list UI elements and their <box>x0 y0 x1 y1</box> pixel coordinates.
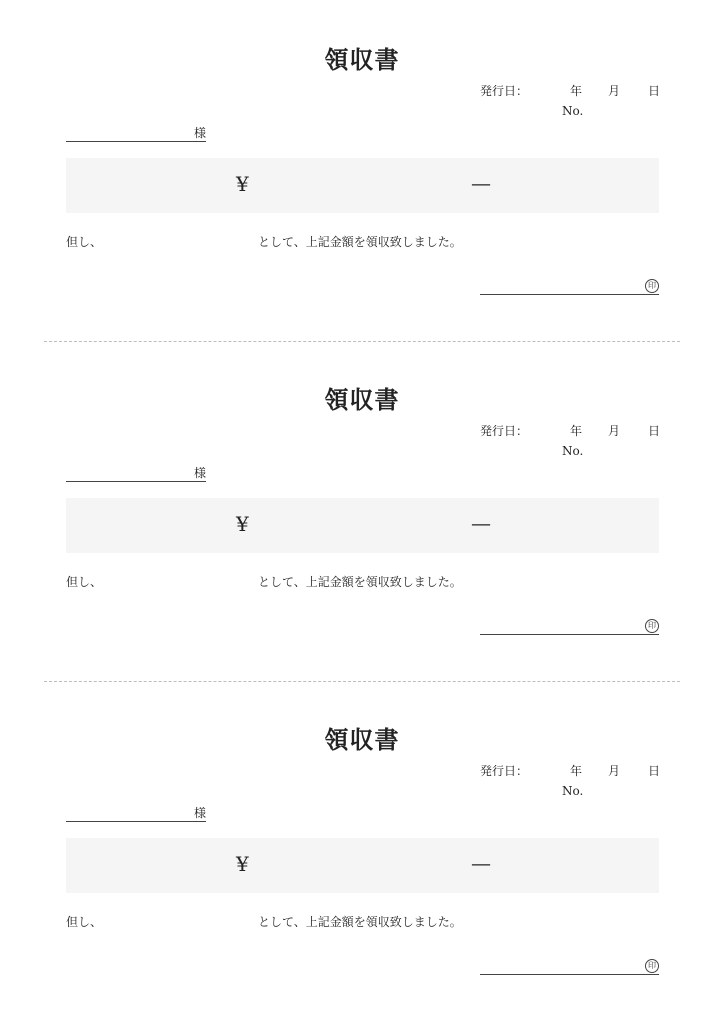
yen-symbol: ¥ <box>236 172 249 196</box>
purpose-prefix: 但し、 <box>66 575 103 589</box>
signature-line[interactable] <box>480 278 659 295</box>
purpose-statement: として、上記金額を領収致しました。 <box>258 915 462 929</box>
signature-line[interactable] <box>480 958 659 975</box>
receipt-number-label: No. <box>562 444 584 458</box>
receipt-number-label: No. <box>562 784 584 798</box>
purpose-statement: として、上記金額を領収致しました。 <box>258 575 462 589</box>
amount-box[interactable] <box>66 158 659 213</box>
amount-box[interactable] <box>66 498 659 553</box>
amount-box[interactable] <box>66 838 659 893</box>
issue-date-label: 発行日： <box>480 84 529 98</box>
addressee-field[interactable] <box>66 464 206 482</box>
month-label: 月 <box>608 764 621 778</box>
addressee-field[interactable] <box>66 124 206 142</box>
purpose-prefix: 但し、 <box>66 915 103 929</box>
amount-suffix-dash: — <box>471 171 491 195</box>
receipt-title: 領収書 <box>324 45 400 74</box>
issue-date-label: 発行日： <box>480 424 529 438</box>
purpose-statement: として、上記金額を領収致しました。 <box>258 235 462 249</box>
day-label: 日 <box>648 84 661 98</box>
purpose-prefix: 但し、 <box>66 235 103 249</box>
signature-line[interactable] <box>480 618 659 635</box>
seal-stamp-icon: 印 <box>645 619 659 633</box>
receipt-3 <box>0 680 724 1020</box>
year-label: 年 <box>570 84 583 98</box>
receipt-1 <box>0 0 724 340</box>
addressee-field[interactable] <box>66 804 206 822</box>
receipt-title: 領収書 <box>324 725 400 754</box>
receipt-2 <box>0 340 724 680</box>
yen-symbol: ¥ <box>236 512 249 536</box>
yen-symbol: ¥ <box>236 852 249 876</box>
issue-date-label: 発行日： <box>480 764 529 778</box>
day-label: 日 <box>648 424 661 438</box>
year-label: 年 <box>570 424 583 438</box>
seal-stamp-icon: 印 <box>645 959 659 973</box>
day-label: 日 <box>648 764 661 778</box>
month-label: 月 <box>608 84 621 98</box>
amount-suffix-dash: — <box>471 851 491 875</box>
receipt-title: 領収書 <box>324 385 400 414</box>
amount-suffix-dash: — <box>471 511 491 535</box>
year-label: 年 <box>570 764 583 778</box>
month-label: 月 <box>608 424 621 438</box>
receipt-number-label: No. <box>562 104 584 118</box>
honorific-label: 様 <box>193 126 206 140</box>
honorific-label: 様 <box>193 806 206 820</box>
seal-stamp-icon: 印 <box>645 279 659 293</box>
honorific-label: 様 <box>193 466 206 480</box>
